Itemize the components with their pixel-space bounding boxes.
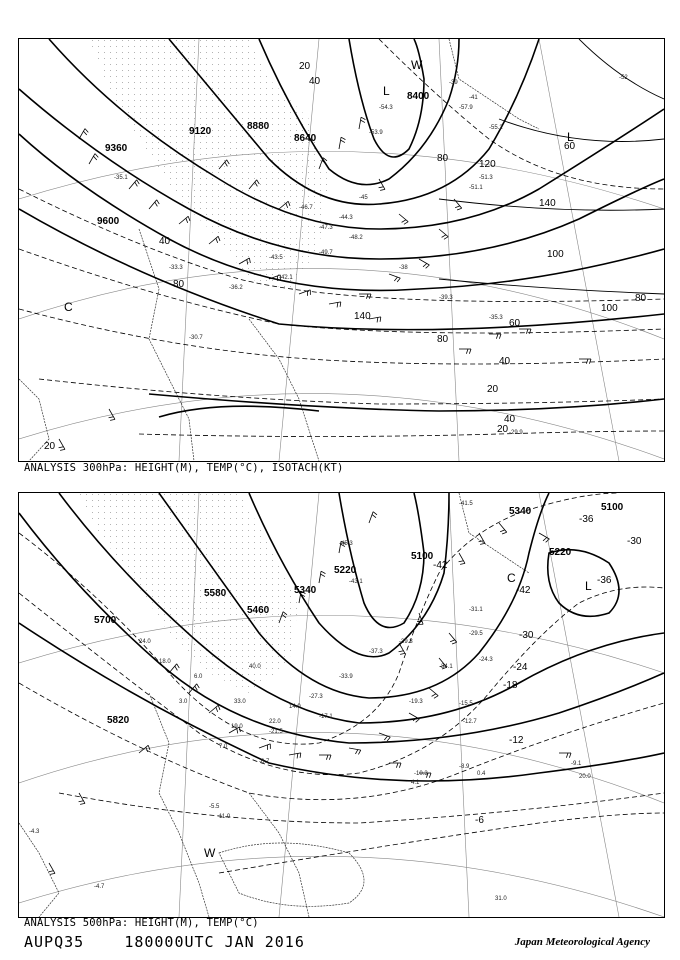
wind-barb-flag: [399, 651, 404, 652]
isotach-label: 40: [159, 236, 171, 247]
wind-barb-flag: [326, 755, 328, 760]
height-label: 5580: [204, 588, 227, 599]
station-value: -46.7: [299, 205, 313, 211]
wind-barb-flag: [480, 543, 485, 544]
wind-barb-flag: [361, 120, 365, 122]
height-label: 5100: [411, 551, 434, 562]
wind-barb-flag: [355, 750, 357, 754]
isotach-label: 80: [635, 293, 647, 304]
wind-barb-flag: [450, 640, 455, 642]
caption-500hpa: ANALYSIS 500hPa: HEIGHT(M), TEMP(°C): [24, 917, 259, 929]
temp-label: -12: [509, 735, 524, 746]
wind-barb-flag: [569, 753, 571, 758]
wind-barb-flag: [469, 349, 471, 354]
station-value: -37.3: [369, 649, 383, 655]
station-value: -34.1: [439, 664, 453, 670]
wind-barb-flag: [84, 131, 87, 135]
isotach-label: 60: [509, 318, 521, 329]
station-value: -12.7: [463, 719, 477, 725]
wind-barb: [399, 214, 408, 222]
station-value: -5.5: [209, 804, 220, 810]
station-value: -36.2: [229, 285, 243, 291]
terrain-hatch-500: [79, 493, 299, 693]
wind-barb-flag: [321, 571, 325, 573]
wind-barb-flag: [387, 737, 390, 741]
wind-barb-flag: [423, 264, 427, 267]
temp-label: -18: [503, 680, 518, 691]
wind-barb-flag: [297, 753, 298, 758]
isotach-label: 60: [564, 141, 576, 152]
wind-barb-flag: [216, 238, 218, 243]
station-value: -43.1: [349, 579, 363, 585]
station-value: 3.0: [179, 699, 188, 705]
wind-barb-flag: [589, 359, 591, 364]
isotach-label: 40: [504, 414, 516, 425]
pressure-center-label: W: [411, 58, 423, 72]
station-value: -41: [469, 95, 478, 101]
station-value: -45.3: [339, 541, 353, 547]
wind-barb: [259, 744, 270, 748]
station-value: -4.7: [94, 884, 105, 890]
wind-barb-flag: [460, 563, 465, 564]
wind-barb-flag: [80, 803, 85, 804]
wind-barb: [439, 229, 448, 237]
wind-barb-flag: [157, 200, 160, 204]
wind-barb: [89, 154, 95, 164]
station-value: -33.9: [339, 674, 353, 680]
wind-barb-flag: [426, 265, 430, 268]
wind-barb: [389, 274, 400, 278]
agency-name: Japan Meteorological Agency: [514, 936, 650, 948]
pressure-center-label: L: [567, 130, 574, 144]
height-label: 5100: [601, 502, 624, 513]
wind-barb: [129, 180, 137, 189]
wind-barb-flag: [416, 719, 420, 722]
map-500hpa: [18, 492, 665, 918]
temp-label: -42: [516, 585, 531, 596]
isotach-label: 20: [497, 424, 509, 435]
wind-barb-flag: [146, 747, 148, 752]
height-label: 8400: [407, 91, 430, 102]
caption-300hpa: ANALYSIS 300hPa: HEIGHT(M), TEMP(°C), ISOTACH(KT): [24, 462, 344, 474]
wind-barb-flag: [380, 189, 385, 190]
wind-barb: [319, 571, 321, 583]
station-value: -48.2: [349, 235, 363, 241]
station-value: -19.3: [409, 699, 423, 705]
wind-barb-flag: [337, 302, 338, 307]
isotach-label: 40: [309, 76, 321, 87]
station-value: -41.5: [459, 501, 473, 507]
wind-barb-flag: [384, 736, 387, 740]
station-value: -53.9: [369, 130, 383, 136]
station-value: -51.1: [469, 185, 483, 191]
station-value: 40.0: [249, 664, 261, 670]
wind-barb-flag: [95, 154, 98, 158]
wind-barb-flag: [379, 187, 384, 188]
wind-barb-flag: [444, 237, 448, 240]
wind-barb-flag: [500, 530, 505, 532]
isotach-label: 140: [539, 198, 556, 209]
wind-barb: [359, 117, 361, 129]
wind-barb-flag: [148, 745, 150, 750]
station-value: -39: [449, 80, 458, 86]
wind-barb-flag: [79, 801, 84, 802]
station-value: 19.0: [231, 724, 243, 730]
height-label: 8880: [247, 121, 270, 132]
station-value: -55.2: [489, 125, 503, 131]
isotach-label: 120: [479, 159, 496, 170]
station-value: 33.0: [234, 699, 246, 705]
station-value: 11.0: [219, 814, 231, 820]
station-value: -38: [399, 265, 408, 271]
wind-barb: [339, 137, 341, 149]
station-value: -9.1: [571, 761, 582, 767]
station-value: -52: [619, 75, 628, 81]
height-label: 5460: [247, 605, 270, 616]
station-value: -29.9: [509, 430, 523, 436]
height-label: 9600: [97, 216, 120, 227]
station-value: -21.5: [269, 729, 283, 735]
map-300hpa-canvas: [19, 39, 664, 461]
wind-barb-flag: [137, 180, 140, 184]
isotach-label: 140: [354, 311, 371, 322]
isotach-label: 20: [44, 441, 56, 452]
pressure-center-label: C: [507, 571, 516, 585]
height-label: 5700: [94, 615, 117, 626]
height-label: 5220: [334, 565, 357, 576]
wind-barb-flag: [188, 216, 190, 221]
station-value: -10.3: [414, 771, 428, 777]
wind-barb-flag: [442, 235, 446, 238]
wind-barb-flag: [366, 294, 368, 299]
wind-barb-flag: [175, 666, 178, 670]
wind-barb-flag: [85, 129, 88, 133]
height-label: 5820: [107, 715, 130, 726]
temp-label: -36: [579, 514, 594, 525]
wind-barb-flag: [399, 763, 401, 768]
station-value: -43.5: [269, 255, 283, 261]
map-300hpa: [18, 38, 665, 462]
station-value: -49.7: [319, 250, 333, 256]
wind-barb-flag: [496, 334, 498, 339]
wind-barb-flag: [586, 359, 588, 364]
wind-barb-flag: [59, 447, 64, 448]
height-label: 5220: [549, 547, 572, 558]
station-value: -45: [359, 195, 368, 201]
isotach-label: 80: [437, 153, 449, 164]
station-value: -27.3: [309, 694, 323, 700]
map-500hpa-canvas: [19, 493, 664, 917]
station-value: -15.5: [459, 701, 473, 707]
wind-barb: [369, 512, 373, 523]
height-label: 5340: [509, 506, 532, 517]
valid-time: 180000UTC JAN 2016: [124, 933, 305, 951]
station-value: -57.9: [459, 105, 473, 111]
wind-barb-flag: [543, 538, 547, 541]
wind-barb-flag: [340, 302, 341, 307]
wind-barb: [79, 129, 85, 139]
wind-barb-flag: [300, 753, 301, 758]
temp-label: -30: [519, 630, 534, 641]
wind-barb-flag: [50, 873, 55, 874]
wind-barb-flag: [499, 334, 501, 339]
station-value: -8.9: [459, 764, 470, 770]
pressure-center-label: L: [585, 579, 592, 593]
wind-barb-flag: [394, 277, 397, 281]
station-value: -54.3: [379, 105, 393, 111]
temp-labels-500: [433, 514, 642, 826]
wind-barb-flag: [186, 218, 188, 223]
wind-barb: [369, 317, 381, 319]
station-value: 18.0: [159, 659, 171, 665]
isotach-label: 40: [499, 356, 511, 367]
wind-barb-flag: [216, 707, 218, 712]
pressure-center-label: W: [204, 846, 216, 860]
station-value: -30.7: [189, 335, 203, 341]
wind-barb: [539, 533, 549, 539]
wind-barb-flag: [329, 755, 331, 760]
wind-barb-flag: [110, 419, 115, 420]
station-value: -47.3: [319, 225, 333, 231]
wind-barb-flag: [396, 763, 398, 768]
isotach-label: 80: [173, 279, 185, 290]
wind-barb: [409, 713, 419, 719]
wind-barb-flag: [177, 664, 180, 668]
station-value: -35.3: [489, 315, 503, 321]
wind-barb-flag: [404, 222, 408, 225]
wind-barb-flag: [155, 202, 158, 206]
station-value: 22.0: [269, 719, 281, 725]
station-value: -39.3: [399, 639, 413, 645]
height-label: 9360: [105, 143, 128, 154]
wind-barb-flag: [373, 512, 377, 515]
wind-barb-flag: [479, 541, 484, 542]
wind-barb-flag: [457, 208, 462, 210]
station-value: -31.1: [469, 607, 483, 613]
station-values-500: [29, 501, 591, 902]
wind-barb-flag: [197, 684, 200, 688]
station-value: -35.1: [114, 175, 128, 181]
chart-code: AUPQ35: [24, 933, 85, 951]
height-label: 8640: [294, 133, 317, 144]
wind-barb: [419, 259, 429, 265]
station-value: -4.3: [29, 829, 40, 835]
station-value: -51.3: [479, 175, 493, 181]
pressure-center-label: C: [64, 300, 73, 314]
temp-label: -24: [513, 662, 528, 673]
isotach-label: 100: [601, 303, 618, 314]
station-value: -44.3: [339, 215, 353, 221]
wind-barb: [429, 688, 438, 696]
wind-barb-flag: [402, 220, 406, 223]
station-value: -29.5: [469, 631, 483, 637]
pressure-center-label: L: [383, 84, 390, 98]
isotach-label: 20: [487, 384, 499, 395]
temp-label: -36: [597, 575, 612, 586]
graticule-300: [19, 39, 664, 461]
wind-barb-flag: [455, 206, 460, 208]
wind-barb: [169, 664, 177, 673]
wind-barb-flag: [49, 871, 54, 872]
station-value: -42.1: [279, 275, 293, 281]
height-label: 9120: [189, 126, 212, 137]
wind-barb-flag: [466, 349, 468, 354]
station-value: 7.0: [219, 744, 228, 750]
wind-barb-flag: [434, 696, 438, 699]
station-value: 4.1: [411, 780, 420, 786]
station-value: -33.3: [169, 265, 183, 271]
station-value: 14.0: [289, 704, 301, 710]
station-value: -39.3: [439, 295, 453, 301]
wind-barb-flag: [400, 653, 405, 654]
wind-barb-flag: [566, 753, 568, 758]
wind-barb-flag: [358, 750, 360, 754]
wind-barb-flag: [459, 561, 464, 562]
wind-barb-flag: [94, 156, 97, 160]
terrain-hatch-300: [89, 39, 329, 289]
wind-barb: [289, 753, 301, 755]
wind-barb-flag: [369, 294, 371, 299]
isotach-label: 20: [299, 61, 311, 72]
temp-label: -42: [433, 560, 448, 571]
wind-barb-flag: [377, 317, 378, 322]
isotach-label: 80: [437, 334, 449, 345]
wind-barb-flag: [502, 532, 507, 534]
wind-barb-flag: [341, 140, 345, 142]
temp-label: -6: [475, 815, 484, 826]
wind-barb-flag: [380, 317, 381, 322]
wind-barb-flag: [361, 117, 365, 119]
wind-barb-flag: [341, 137, 345, 139]
temp-label: -30: [627, 536, 642, 547]
wind-barb-flag: [397, 278, 400, 282]
station-value: 0.4: [477, 771, 486, 777]
station-value: -24.3: [479, 657, 493, 663]
wind-barb-flag: [60, 449, 65, 450]
wind-barb-flag: [432, 694, 436, 697]
station-value: -17.1: [319, 714, 333, 720]
wind-barb: [149, 200, 157, 209]
wind-barb-flag: [372, 515, 376, 518]
wind-barb-flag: [321, 574, 325, 576]
wind-barb-flag: [109, 417, 114, 418]
height-label: 5340: [294, 585, 317, 596]
station-value: -6.7: [259, 759, 270, 765]
station-value: 20.0: [579, 774, 591, 780]
station-value: 6.0: [194, 674, 203, 680]
station-value: 24.0: [139, 639, 151, 645]
wind-barb-flag: [429, 773, 431, 778]
isotach-label: 100: [547, 249, 564, 260]
station-value: 31.0: [495, 896, 507, 902]
wind-barb: [349, 748, 361, 750]
wind-barb-flag: [135, 182, 138, 186]
wind-barb: [329, 302, 341, 304]
chart-code-and-time: [24, 933, 305, 951]
